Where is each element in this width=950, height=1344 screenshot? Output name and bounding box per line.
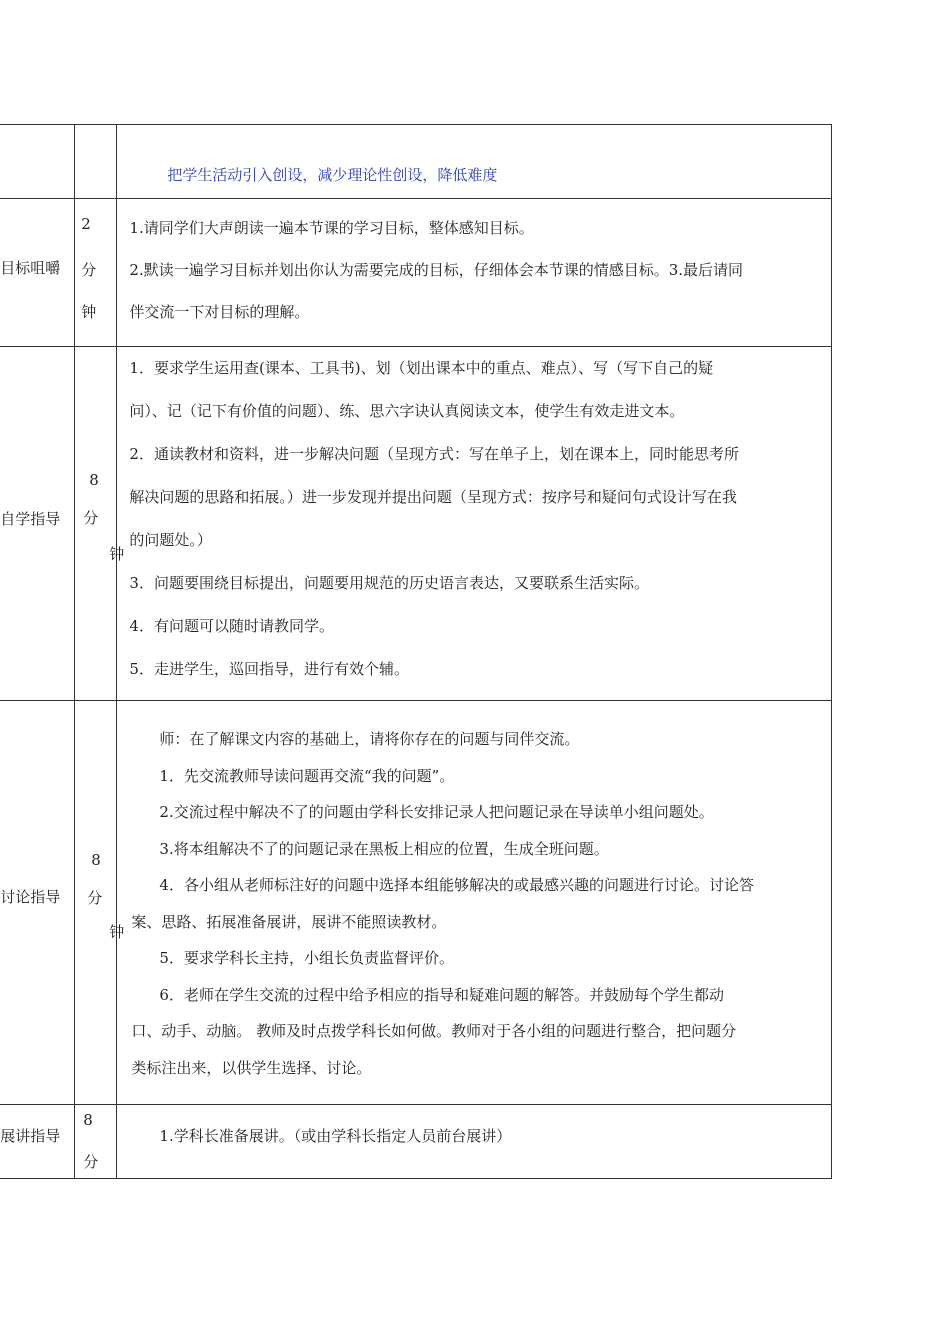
content-text <box>131 721 821 1086</box>
content-line: 1.学科长准备展讲。（或由学科长指定人员前台展讲） <box>159 1127 512 1145</box>
stage-cell <box>0 1105 75 1179</box>
time-unit: 钟 <box>81 303 97 321</box>
content-line: 口、动手、动脑。 教师及时点拨学科长如何做。教师对于各小组的问题进行整合，把问题分 <box>131 1022 737 1040</box>
stage-label: 讨论指导 <box>0 888 61 906</box>
content-cell <box>117 125 832 199</box>
content-line: 5．走进学生，巡回指导，进行有效个辅。 <box>129 660 409 678</box>
content-text <box>129 207 821 333</box>
content-cell <box>117 347 832 701</box>
stage-label: 目标咀嚼 <box>0 259 61 277</box>
content-line: 3．问题要围绕目标提出，问题要用规范的历史语言表达，又要联系生活实际。 <box>129 574 649 592</box>
time-value: 8 <box>91 851 101 869</box>
stage-cell <box>0 701 75 1105</box>
stage-label: 自学指导 <box>0 510 61 528</box>
stage-cell <box>0 347 75 701</box>
content-text <box>129 347 821 691</box>
table-row <box>0 199 832 347</box>
content-line: 2.交流过程中解决不了的问题由学科长安排记录人把问题记录在导读单小组问题处。 <box>159 803 714 821</box>
time-unit: 钟 <box>109 923 125 941</box>
content-line: 伴交流一下对目标的理解。 <box>129 303 310 321</box>
lesson-plan-table <box>0 124 832 1179</box>
content-line: 4．有问题可以随时请教同学。 <box>129 617 334 635</box>
table-row <box>0 347 832 701</box>
stage-label: 展讲指导 <box>0 1127 61 1145</box>
time-cell <box>75 1105 117 1179</box>
content-line: 1．要求学生运用查(课本、工具书)、划（划出课本中的重点、难点）、写（写下自己的疑 <box>129 359 714 377</box>
time-unit: 分 <box>87 889 103 907</box>
content-cell <box>117 1105 832 1179</box>
time-value: 8 <box>83 1111 93 1129</box>
content-line: 4．各小组从老师标注好的问题中选择本组能够解决的或最感兴趣的问题进行讨论。讨论答 <box>159 876 754 894</box>
time-unit: 分 <box>83 1153 99 1171</box>
content-line: 的问题处。） <box>129 531 212 549</box>
time-unit: 钟 <box>109 545 125 563</box>
time-value: 2 <box>81 215 91 233</box>
time-cell <box>75 347 125 701</box>
table-row <box>0 125 832 199</box>
content-cell <box>117 701 832 1105</box>
content-line: 1．先交流教师导读问题再交流“我的问题”。 <box>159 766 455 785</box>
time-unit: 分 <box>83 509 99 527</box>
time-cell <box>75 125 117 199</box>
content-line: 5．要求学科长主持，小组长负责监督评价。 <box>159 949 454 967</box>
content-cell <box>117 199 832 347</box>
stage-cell <box>0 199 75 347</box>
content-line: 解决问题的思路和拓展。）进一步发现并提出问题（呈现方式：按序号和疑问句式设计写在我 <box>129 488 737 506</box>
content-line: 3.将本组解决不了的问题记录在黑板上相应的位置，生成全班问题。 <box>159 839 609 858</box>
time-unit: 分 <box>81 261 97 279</box>
stage-cell <box>0 125 75 199</box>
content-line: 2.默读一遍学习目标并划出你认为需要完成的目标，仔细体会本节课的情感目标。3.最后请同 <box>129 261 744 279</box>
time-cell <box>75 199 117 347</box>
content-line: 类标注出来，以供学生选择、讨论。 <box>131 1058 372 1077</box>
content-line: 问）、记（记下有价值的问题）、练、思六字诀认真阅读文本，使学生有效走进文本。 <box>129 402 685 420</box>
content-line: 1.请同学们大声朗读一遍本节课的学习目标，整体感知目标。 <box>129 219 534 237</box>
table-row <box>0 1105 832 1179</box>
design-note: 把学生活动引入创设，减少理论性创设，降低难度 <box>167 166 498 184</box>
content-text <box>159 1115 821 1157</box>
content-line: 6．老师在学生交流的过程中给予相应的指导和疑难问题的解答。并鼓励每个学生都动 <box>159 985 724 1004</box>
table-row <box>0 701 832 1105</box>
time-cell <box>75 701 125 1105</box>
time-value: 8 <box>89 471 99 489</box>
content-line: 师：在了解课文内容的基础上，请将你存在的问题与同伴交流。 <box>159 730 580 748</box>
content-line: 案、思路、拓展准备展讲，展讲不能照读教材。 <box>131 912 447 931</box>
content-line: 2．通读教材和资料，进一步解决问题（呈现方式：写在单子上，划在课本上，同时能思考所 <box>129 445 739 463</box>
